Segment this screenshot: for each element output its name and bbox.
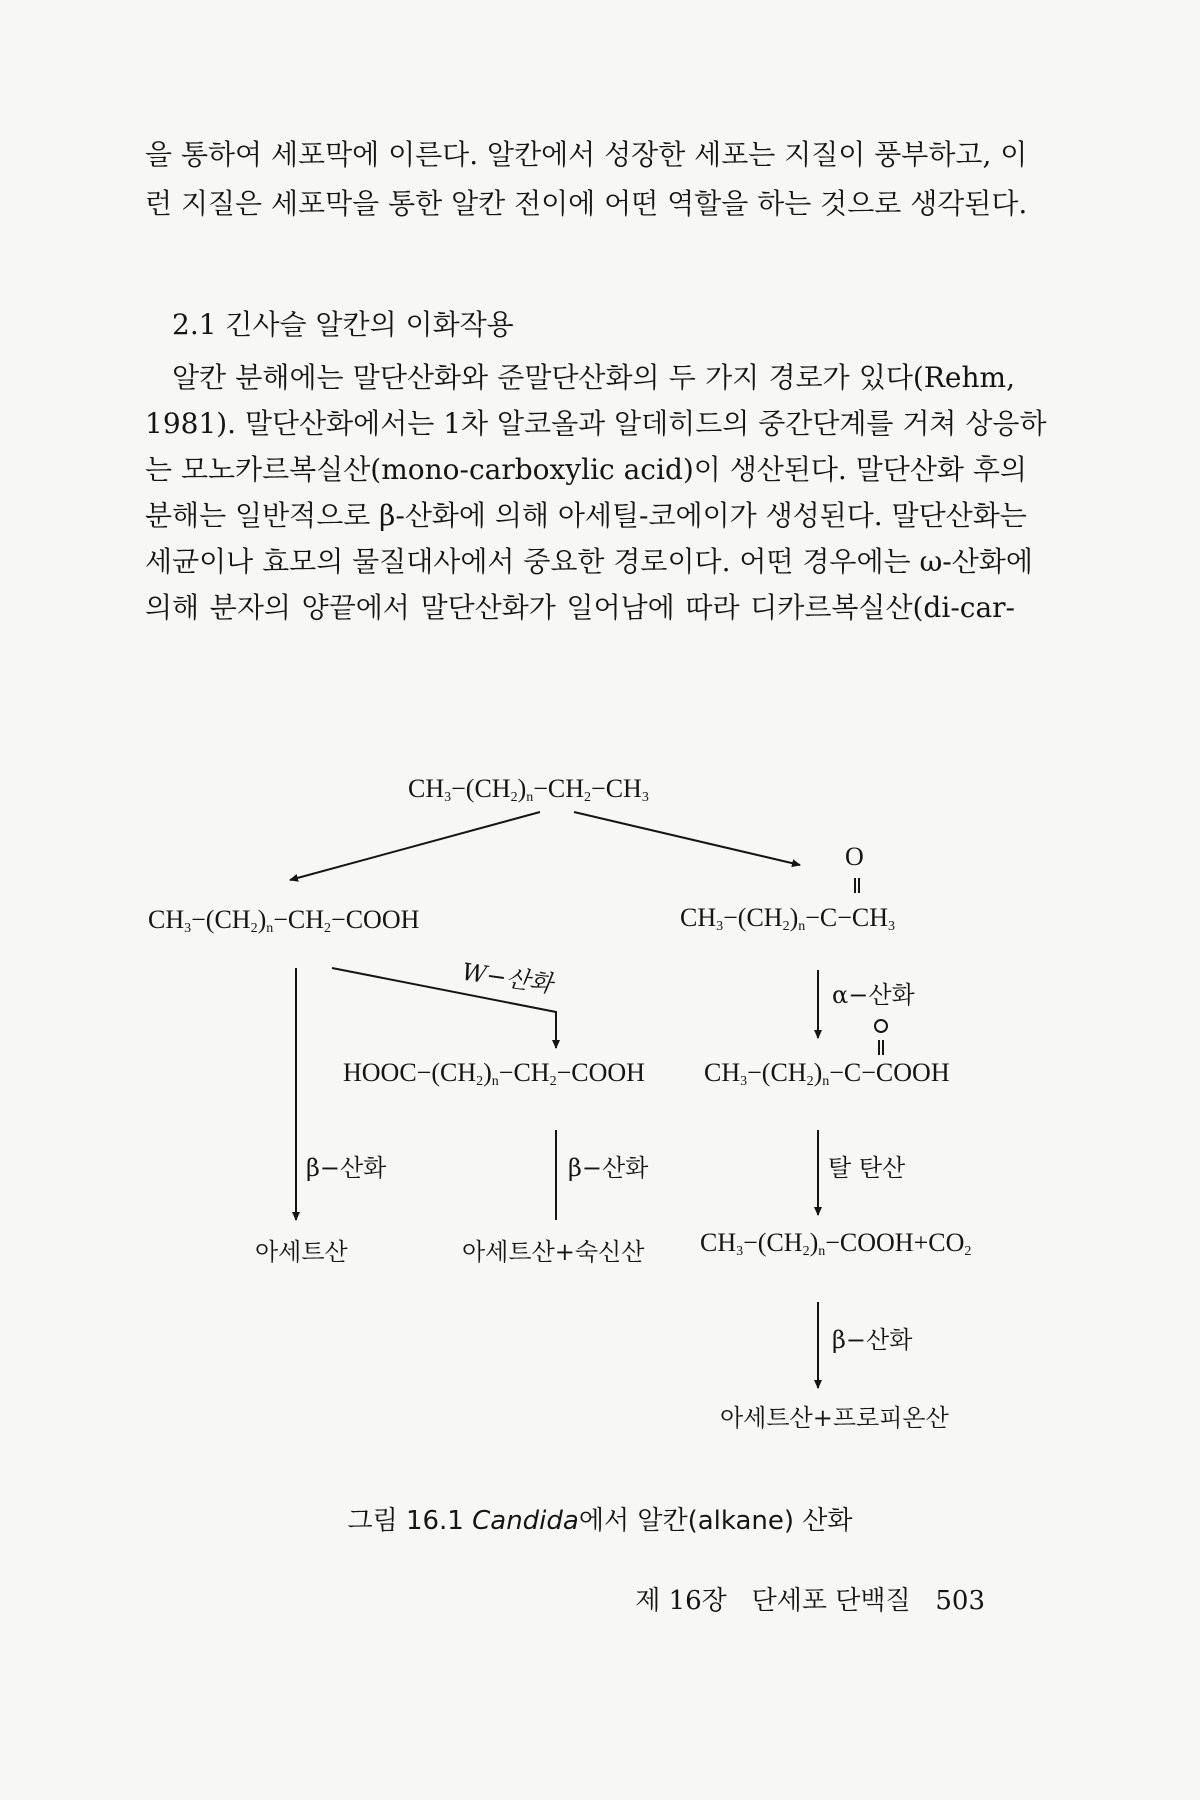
formula-keto-acid: $CH_3-(CH_2)_n-C-COOH$ — [704, 1058, 950, 1089]
footer-chapter: 제 16장 — [635, 1586, 727, 1616]
caption-genus: Candida — [472, 1506, 579, 1536]
label-beta-oxidation-right: β−산화 — [832, 1326, 913, 1354]
formula-alkane: $CH_3-(CH_2)_n-CH_2-CH_3$ — [408, 774, 649, 805]
label-decarboxylation: 탈 탄산 — [828, 1154, 906, 1182]
paragraph2-line-1: 알칸 분해에는 말단산화와 준말단산화의 두 가지 경로가 있다(Rehm, — [172, 361, 1015, 394]
paragraph2-line-2: 1981). 말단산화에서는 1차 알코올과 알데히드의 중간단계를 거쳐 상응하 — [145, 407, 1047, 440]
page-number: 503 — [935, 1586, 985, 1616]
caption-suffix: 에서 알칸(alkane) 산화 — [578, 1506, 853, 1536]
formula-monocarboxylic-acid: $CH_3-(CH_2)_n-CH_2-COOH$ — [148, 905, 420, 936]
figure-caption — [0, 1500, 1200, 1537]
paragraph1-line-1: 을 통하여 세포막에 이른다. 알칸에서 성장한 세포는 지질이 풍부하고, 이 — [145, 138, 1028, 171]
label-beta-oxidation-middle: β−산화 — [568, 1154, 649, 1182]
paragraph1-line-2: 런 지질은 세포막을 통한 알칸 전이에 어떤 역할을 하는 것으로 생각된다. — [145, 187, 1028, 220]
paragraph2-line-5: 세균이나 효모의 물질대사에서 중요한 경로이다. 어떤 경우에는 ω-산화에 — [145, 545, 1033, 578]
section-heading: 2.1 긴사슬 알칸의 이화작용 — [172, 308, 514, 341]
footer-title: 단세포 단백질 — [751, 1586, 911, 1616]
product-acetic-succinic: 아세트산+숙신산 — [462, 1238, 645, 1266]
product-acetic-acid: 아세트산 — [255, 1238, 348, 1266]
paragraph2-line-4: 분해는 일반적으로 β-산화에 의해 아세틸-코에이가 생성된다. 말단산화는 — [145, 499, 1027, 532]
product-acetic-propionic: 아세트산+프로피온산 — [720, 1404, 949, 1432]
label-alpha-oxidation: α−산화 — [832, 981, 915, 1009]
label-beta-oxidation-left: β−산화 — [306, 1154, 387, 1182]
page-footer — [635, 1580, 985, 1617]
paragraph2-line-3: 는 모노카르복실산(mono-carboxylic acid)이 생산된다. 말단산화 후의 — [145, 453, 1027, 486]
ketone-oxygen: O — [845, 842, 864, 871]
caption-prefix: 그림 16.1 — [347, 1506, 473, 1536]
label-w-oxidation: W−산화 — [460, 957, 555, 999]
subscript-n: n — [526, 790, 534, 805]
paragraph2-line-6: 의해 분자의 양끝에서 말단산화가 일어남에 따라 디카르복실산(di-car- — [145, 591, 1015, 624]
formula-dicarboxylic-acid: $HOOC-(CH_2)_n-CH_2-COOH$ — [343, 1058, 645, 1089]
formula-decarboxylated-acid: $CH_3-(CH_2)_n-COOH+CO_2$ — [700, 1228, 972, 1259]
formula-methyl-ketone: $CH_3-(CH_2)_n-C-CH_3$ — [680, 903, 896, 934]
